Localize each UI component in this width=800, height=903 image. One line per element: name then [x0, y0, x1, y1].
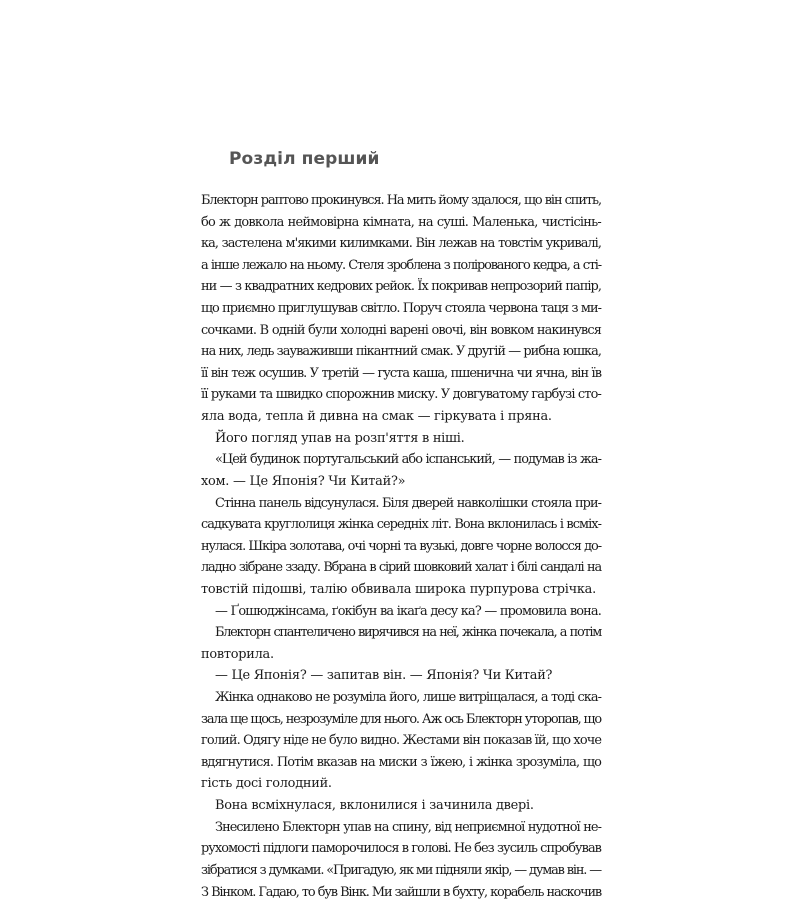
- text-line: сочками. В одній були холодні варені овочі, він вовком накинувся: [201, 320, 601, 342]
- text-line: рухомості підлоги паморочилося в голові. Не без зусиль спробував: [201, 838, 601, 860]
- text-line: — Ґошюджінсама, ґокібун ва ікаґа десу ка? — промовила вона.: [201, 601, 601, 623]
- text-line: гість досі голодний.: [201, 773, 601, 795]
- text-line: яла вода, тепла й дивна на смак — гіркувата і пряна.: [201, 406, 601, 428]
- text-line: Блекторн спантеличено вирячився на неї, жінка почекала, а потім: [201, 622, 601, 644]
- text-line: а інше лежало на ньому. Стеля зроблена з полірованого кедра, а сті-: [201, 255, 601, 277]
- text-line: що приємно приглушував світло. Поруч стояла червона таця з ми-: [201, 298, 601, 320]
- text-line: З Вінком. Гадаю, то був Вінк. Ми зайшли в бухту, корабель наскочив: [201, 882, 601, 903]
- text-line: зала ще щось, незрозуміле для нього. Аж ось Блекторн уторопав, що: [201, 709, 601, 731]
- text-line: — Це Японія? — запитав він. — Японія? Чи Китай?: [201, 665, 601, 687]
- text-line: ни — з квадратних кедрових рейок. Їх покривав непрозорий папір,: [201, 276, 601, 298]
- text-line: голий. Одягу ніде не було видно. Жестами він показав їй, що хоче: [201, 730, 601, 752]
- text-line: її він теж осушив. У третій — густа каша, пшенична чи ячна, він їв: [201, 363, 601, 385]
- text-line: зібратися з думками. «Пригадую, як ми підняли якір, — думав він. —: [201, 860, 601, 882]
- text-line: Жінка однаково не розуміла його, лише витріщалася, а тоді ска-: [201, 687, 601, 709]
- text-line: вдягнутися. Потім вказав на миски з їжею, і жінка зрозуміла, що: [201, 752, 601, 774]
- text-line: Стінна панель відсунулася. Біля дверей навколішки стояла при-: [201, 493, 601, 515]
- text-line: повторила.: [201, 644, 601, 666]
- text-line: її руками та швидко спорожнив миску. У довгуватому гарбузі сто-: [201, 384, 601, 406]
- text-line: хом. — Це Японія? Чи Китай?»: [201, 471, 601, 493]
- text-line: бо ж довкола неймовірна кімната, на суші. Маленька, чистісінь-: [201, 212, 601, 234]
- text-line: нулася. Шкіра золотава, очі чорні та вузькі, довге чорне волосся до-: [201, 536, 601, 558]
- text-line: на них, ледь зауваживши пікантний смак. У другій — рибна юшка,: [201, 341, 601, 363]
- text-line: Його погляд упав на розп'яття в ніші.: [201, 428, 601, 450]
- text-line: Блекторн раптово прокинувся. На мить йому здалося, що він спить,: [201, 190, 601, 212]
- text-line: «Цей будинок португальський або іспанський, — подумав із жа-: [201, 449, 601, 471]
- text-line: ладно зібране ззаду. Вбрана в сірий шовковий халат і білі сандалі на: [201, 557, 601, 579]
- body-text: [201, 190, 601, 903]
- text-line: товстій підошві, талію обвивала широка пурпурова стрічка.: [201, 579, 601, 601]
- text-line: Вона всміхнулася, вклонилися і зачинила двері.: [201, 795, 601, 817]
- text-line: Знесилено Блекторн упав на спину, від неприємної нудотної не-: [201, 817, 601, 839]
- chapter-title: Розділ перший: [229, 149, 380, 169]
- text-line: садкувата круглолиця жінка середніх літ. Вона вклонилась і всміх-: [201, 514, 601, 536]
- text-line: ка, застелена м'якими килимками. Він лежав на товстім укривалі,: [201, 233, 601, 255]
